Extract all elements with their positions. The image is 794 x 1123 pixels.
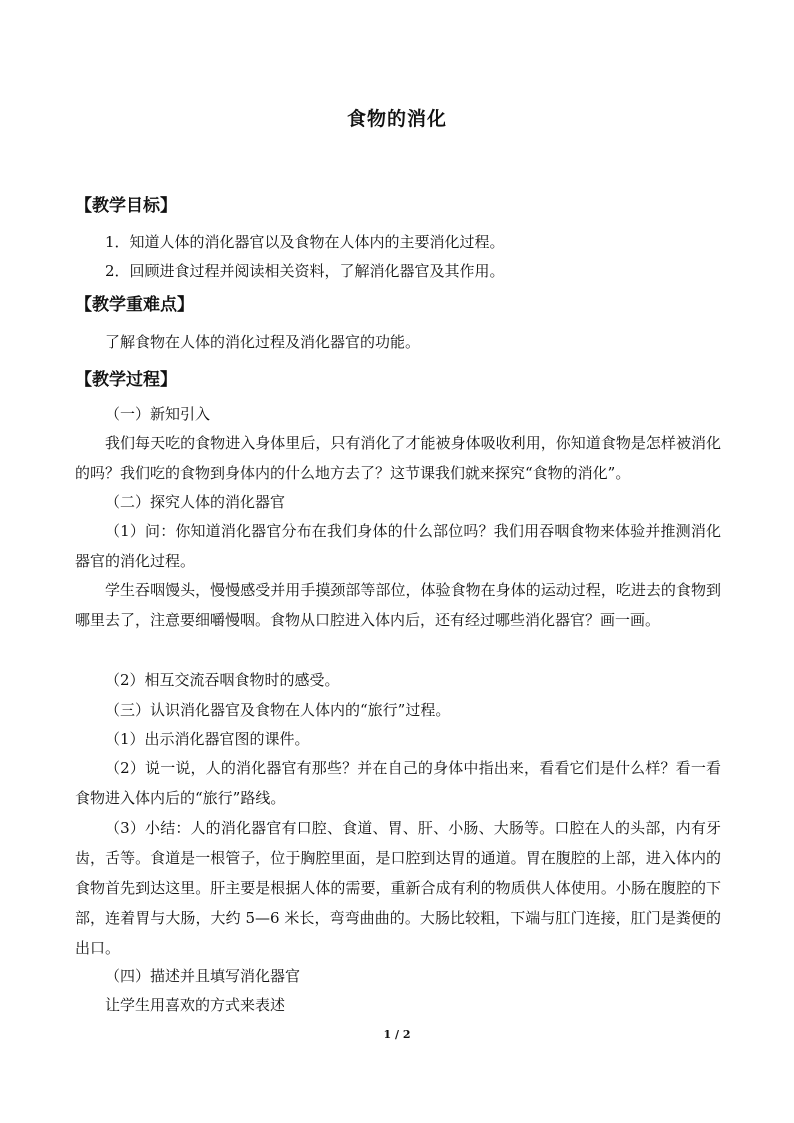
part1-paragraph: 我们每天吃的食物进入身体里后，只有消化了才能被身体吸收利用，你知道食物是怎样被消化的吗？我们吃的食物到身体内的什么地方去了？这节课我们就来探究“食物的消化”。 [75, 434, 721, 482]
part2-paragraph: 学生吞咽馒头，慢慢感受并用手摸颈部等部位，体验食物在身体的运动过程，吃进去的食物到哪里去了，注意要细嚼慢咽。食物从口腔进入体内后，还有经过哪些消化器官？画一画。 [75, 581, 721, 629]
part3-item-2: （2）说一说，人的消化器官有那些？并在自己的身体中指出来，看看它们是什么样？看一看食物进入体内后的“旅行”路线。 [75, 759, 721, 807]
part3-item-1: （1）出示消化器官图的课件。 [105, 730, 310, 748]
part2-question-1: （1）问：你知道消化器官分布在我们身体的什么部位吗？我们用吞咽食物来体验并推测消化器官的消化过程。 [75, 522, 721, 570]
part3-title: （三）认识消化器官及食物在人体内的“旅行”过程。 [105, 701, 451, 719]
teaching-goals-heading: 【教学目标】 [75, 196, 177, 216]
page-number: 1 / 2 [383, 1028, 411, 1041]
goal-item-1: 1．知道人体的消化器官以及食物在人体内的主要消化过程。 [105, 233, 505, 251]
key-points-heading: 【教学重难点】 [75, 295, 194, 315]
key-points-text: 了解食物在人体的消化过程及消化器官的功能。 [105, 333, 421, 351]
part4-title: （四）描述并且填写消化器官 [105, 967, 301, 985]
part4-text: 让学生用喜欢的方式来表述 [105, 996, 286, 1014]
part1-title: （一）新知引入 [105, 405, 211, 423]
part2-title: （二）探究人体的消化器官 [105, 493, 286, 511]
part2-question-2: （2）相互交流吞咽食物时的感受。 [105, 671, 340, 689]
document-title: 食物的消化 [346, 108, 447, 130]
goal-item-2: 2．回顾进食过程并阅读相关资料，了解消化器官及其作用。 [105, 262, 505, 280]
part3-summary: （3）小结：人的消化器官有口腔、食道、胃、肝、小肠、大肠等。口腔在人的头部，内有牙齿，舌等。食道是一根管子，位于胸腔里面，是口腔到达胃的通道。胃在腹腔的上部，进入体内的食物首先到达这里。肝主要是根据人体的需要，重新合成有利的物质供人体使用。小肠在腹腔的下部，连着胃与大肠，大约 5—6 米长，弯弯曲曲的。大肠比较粗，下端与肛门连接，肛门是粪便的出口。 [75, 819, 721, 957]
teaching-process-heading: 【教学过程】 [75, 370, 177, 390]
